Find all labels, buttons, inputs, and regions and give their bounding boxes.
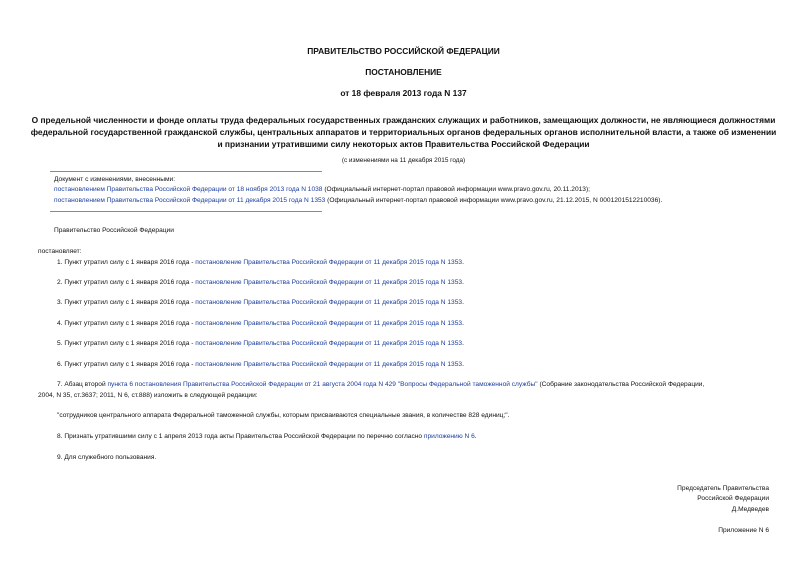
list-item (57, 279, 464, 286)
item-end: . (462, 279, 464, 286)
item-text: 6. Пункт утратил силу с 1 января 2016 года - (57, 361, 196, 368)
item-end: . (462, 259, 464, 266)
item-end: . (462, 361, 464, 368)
item-8 (57, 433, 477, 440)
changes-intro: Документ с изменениями, внесенными: (54, 176, 176, 183)
item-link[interactable]: постановление Правительства Российской Федерации от 11 декабря 2015 года N 1353 (195, 259, 463, 266)
item-text: 5. Пункт утратил силу с 1 января 2016 года - (57, 340, 196, 347)
item-7-line2: 2004, N 35, ст.3637; 2011, N 6, ст.888) изложить в следующей редакции: (38, 392, 258, 399)
item-text: 2. Пункт утратил силу с 1 января 2016 года - (57, 279, 196, 286)
change-link[interactable]: постановлением Правительства Российской Федерации от 11 декабря 2015 года N 1353 (54, 197, 326, 204)
item-end: . (462, 340, 464, 347)
item-text: 1. Пункт утратил силу с 1 января 2016 года - (57, 259, 196, 266)
item-9: 9. Для служебного пользования. (57, 454, 157, 461)
change-note: (Официальный интернет-портал правовой информации www.pravo.gov.ru, 20.11.2013); (322, 186, 591, 193)
item-link[interactable]: постановление Правительства Российской Федерации от 11 декабря 2015 года N 1353 (195, 340, 463, 347)
signature-name: Д.Медведев (731, 506, 769, 513)
changes-top-divider (50, 171, 322, 172)
appendix-link[interactable]: приложению N 6 (423, 433, 475, 440)
item-link[interactable]: постановление Правительства Российской Федерации от 11 декабря 2015 года N 1353 (195, 299, 463, 306)
revision-note: (с изменениями на 11 декабря 2015 года) (341, 157, 466, 164)
item-end: . (474, 433, 477, 440)
item-link[interactable]: постановление Правительства Российской Федерации от 11 декабря 2015 года N 1353 (195, 320, 463, 327)
issuer: Правительство Российской Федерации (54, 227, 174, 234)
change-note: (Официальный интернет-портал правовой информации www.pravo.gov.ru, 21.12.2015, N 0001201512210036). (325, 197, 663, 204)
change-link[interactable]: постановлением Правительства Российской Федерации от 18 ноября 2013 года N 1038 (54, 186, 323, 193)
item-end: . (462, 320, 464, 327)
item-link[interactable]: постановление Правительства Российской Федерации от 11 декабря 2015 года N 1353 (195, 361, 463, 368)
signature-organization: Российской Федерации (697, 495, 769, 502)
decrees-word: постановляет: (38, 248, 82, 255)
list-item (57, 361, 464, 368)
list-item (57, 299, 464, 306)
list-item (57, 320, 464, 327)
item-text: 7. Абзац второй (57, 381, 108, 388)
document-date-number: от 18 февраля 2013 года N 137 (340, 88, 467, 98)
signature-position: Председатель Правительства (677, 485, 769, 492)
changes-bottom-divider (50, 211, 322, 212)
item-7-link[interactable]: пункта 6 постановления Правительства Российской Федерации от 21 августа 2004 года N 429 "Вопросы Федеральной таможенной службы" (107, 381, 538, 388)
list-item (57, 340, 464, 347)
appendix-heading: Приложение N 6 (718, 527, 769, 534)
change-entry (54, 186, 590, 193)
document-type: ПОСТАНОВЛЕНИЕ (365, 67, 442, 77)
item-7 (57, 381, 704, 388)
item-7-quote: "сотрудников центрального аппарата Федеральной таможенной службы, которым присваиваются специальные звания, в количестве 828 единиц;". (57, 412, 510, 419)
item-text: 4. Пункт утратил силу с 1 января 2016 года - (57, 320, 196, 327)
item-text: 3. Пункт утратил силу с 1 января 2016 года - (57, 299, 196, 306)
change-entry (54, 197, 662, 204)
item-link[interactable]: постановление Правительства Российской Федерации от 11 декабря 2015 года N 1353 (195, 279, 463, 286)
item-text: (Собрание законодательства Российской Федерации, (537, 381, 705, 388)
government-name: ПРАВИТЕЛЬСТВО РОССИЙСКОЙ ФЕДЕРАЦИИ (307, 46, 500, 56)
item-text: 8. Признать утратившими силу с 1 апреля 2013 года акты Правительства Российской Федерации по перечню согласно (57, 433, 424, 440)
list-item (57, 259, 464, 266)
document-title: О предельной численности и фонде оплаты труда федеральных государственных гражданских служащих и работников, замещающих должности, не являющиеся должностями федеральной государственной гражданской службы, центральных аппаратов и территориальных органов федеральных органов исполнительной власти, а также об изменении и признании утратившими силу некоторых актов Правительства Российской Федерации (30, 115, 777, 149)
item-end: . (462, 299, 464, 306)
